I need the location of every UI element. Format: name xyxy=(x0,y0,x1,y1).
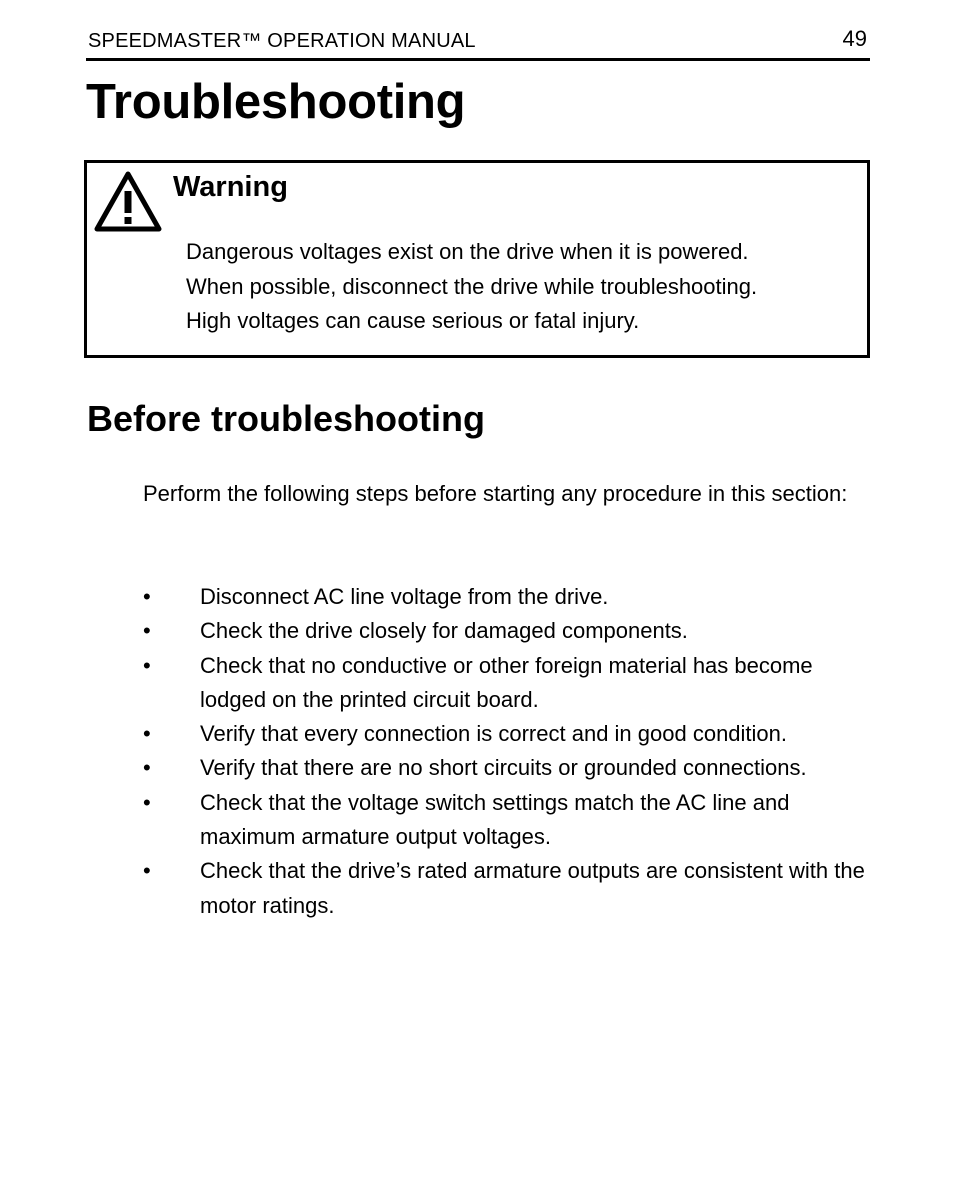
list-item-text: Check that no conductive or other foreign material has become lodged on the printed circuit board. xyxy=(200,652,813,712)
warning-line: High voltages can cause serious or fatal injury. xyxy=(186,308,640,334)
list-item-text: Check the drive closely for damaged components. xyxy=(200,618,688,644)
list-item-text: Verify that there are no short circuits or grounded connections. xyxy=(200,755,807,781)
running-title: SPEEDMASTER™ OPERATION MANUAL xyxy=(88,30,476,52)
list-item xyxy=(143,580,870,614)
bullet-icon: • xyxy=(143,755,151,781)
bullet-icon: • xyxy=(143,789,151,815)
list-item xyxy=(143,786,870,855)
running-header xyxy=(86,26,870,61)
warning-text xyxy=(186,235,757,339)
list-item-text: Check that the drive’s rated armature outputs are consistent with the motor ratings. xyxy=(200,858,865,918)
bullet-icon: • xyxy=(143,858,151,884)
warning-box xyxy=(84,160,870,358)
list-item-text: Verify that every connection is correct and in good condition. xyxy=(200,721,788,747)
bullet-icon: • xyxy=(143,584,151,609)
bullet-icon: • xyxy=(143,618,151,644)
warning-line: When possible, disconnect the drive while troubleshooting. xyxy=(186,273,758,299)
bullet-icon: • xyxy=(143,652,151,678)
steps-list xyxy=(143,580,870,923)
warning-line: Dangerous voltages exist on the drive when it is powered. xyxy=(186,239,749,264)
list-item-text: Disconnect AC line voltage from the drive. xyxy=(200,584,609,609)
list-item xyxy=(143,751,870,785)
warning-heading: Warning xyxy=(173,171,288,203)
list-item xyxy=(143,854,870,923)
intro-paragraph: Perform the following steps before starting any procedure in this section: xyxy=(143,481,848,506)
list-item-text: Check that the voltage switch settings match the AC line and maximum armature output voltages. xyxy=(200,789,790,850)
page-number: 49 xyxy=(842,26,867,51)
warning-triangle-icon xyxy=(93,169,163,233)
page-title: Troubleshooting xyxy=(86,75,466,129)
list-item xyxy=(143,614,870,648)
list-item xyxy=(143,649,870,718)
bullet-icon: • xyxy=(143,721,151,747)
list-item xyxy=(143,717,870,751)
section-heading: Before troubleshooting xyxy=(87,398,485,439)
